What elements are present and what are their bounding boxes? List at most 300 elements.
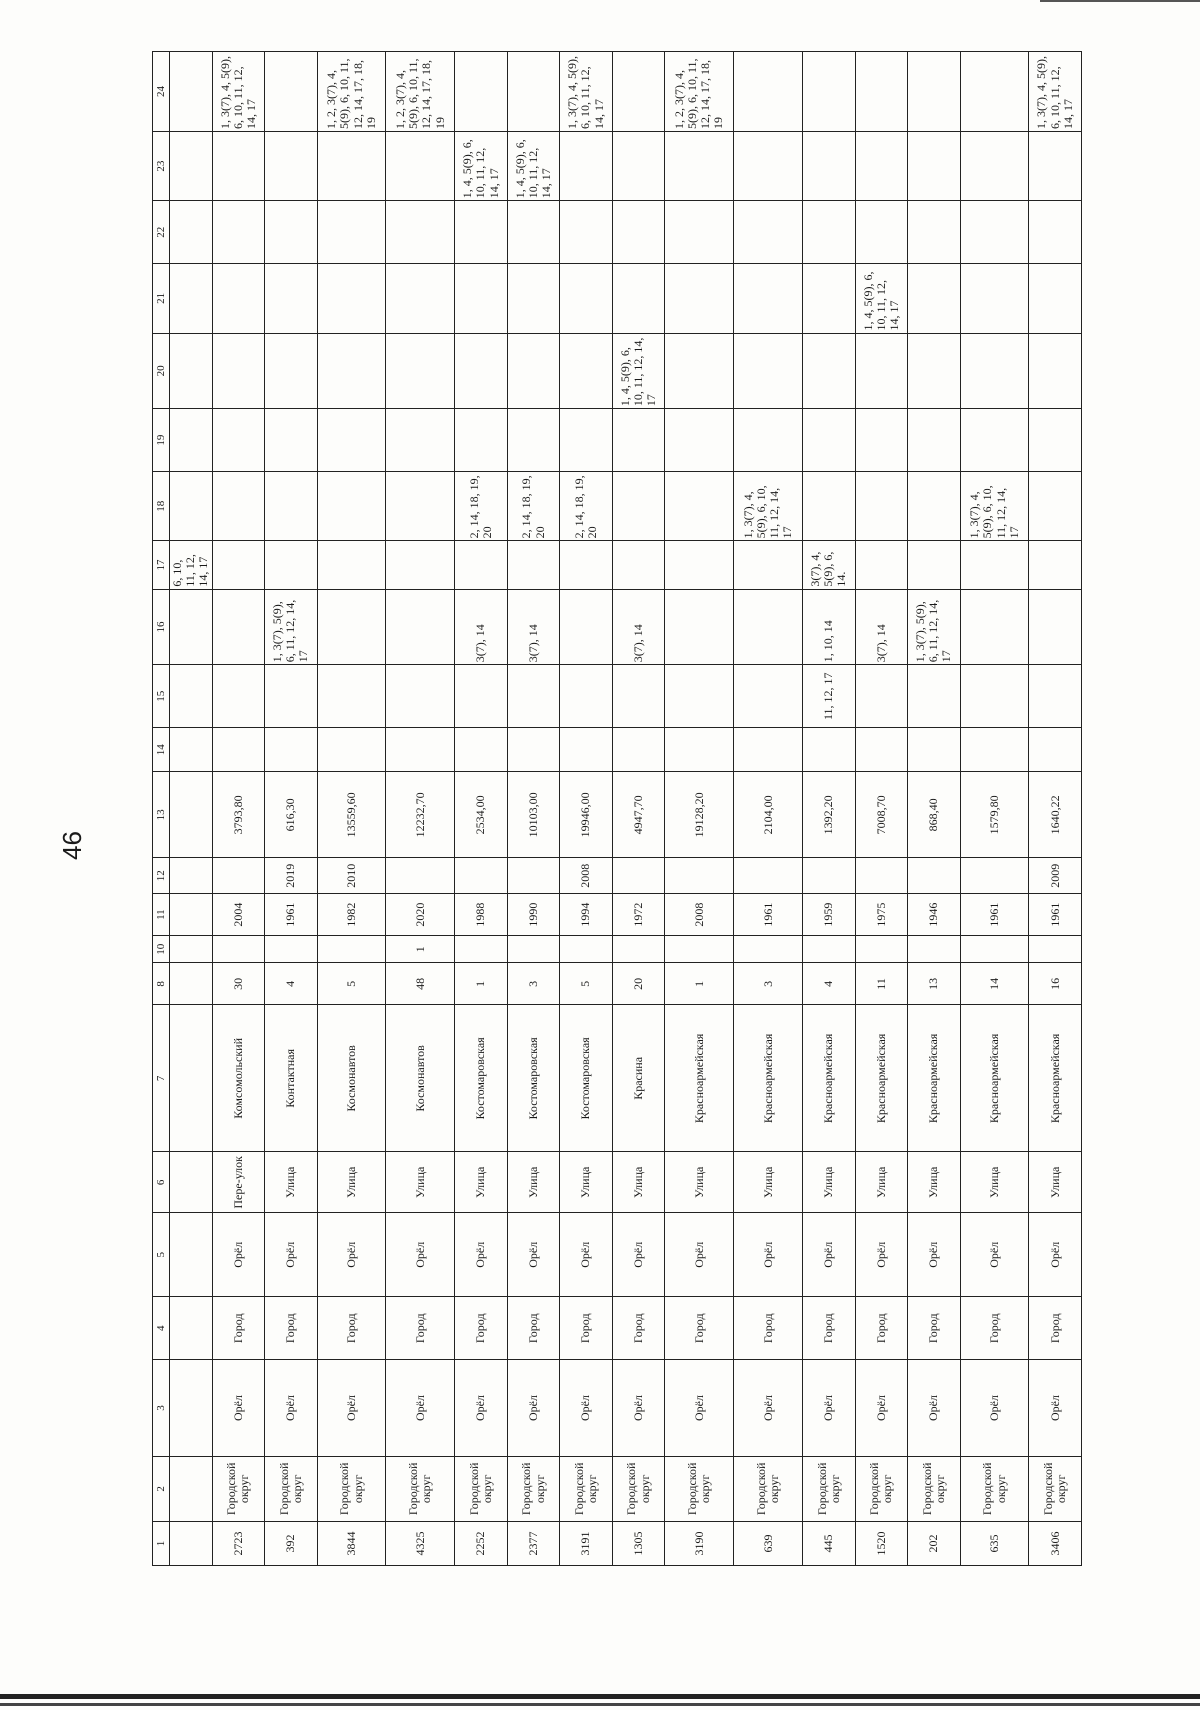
bottom-rule bbox=[0, 1694, 1200, 1699]
table-row bbox=[803, 52, 856, 1566]
table-cell bbox=[612, 131, 665, 200]
table-cell bbox=[612, 541, 665, 589]
table-cell bbox=[734, 131, 803, 200]
table-cell bbox=[734, 264, 803, 333]
table-cell bbox=[212, 541, 265, 589]
table-cell bbox=[560, 589, 613, 665]
table-cell: 20 bbox=[612, 963, 665, 1005]
column-header: 17 bbox=[153, 541, 170, 589]
table-cell: Комсомольский bbox=[212, 1005, 265, 1152]
table-row bbox=[665, 52, 734, 1566]
table-cell: 19946,00 bbox=[560, 772, 613, 858]
table-cell bbox=[386, 131, 455, 200]
table-cell: Орёл bbox=[612, 1360, 665, 1457]
column-header: 3 bbox=[153, 1360, 170, 1457]
table-cell: 4 bbox=[265, 963, 318, 1005]
table-cell bbox=[665, 409, 734, 472]
table-cell bbox=[265, 201, 318, 264]
table-cell: 1, 4, 5(9), 6, 10, 11, 12, 14, 17 bbox=[855, 264, 908, 333]
bottom-rule-thin bbox=[0, 1703, 1200, 1706]
table-cell: Городской округ bbox=[560, 1456, 613, 1521]
table-cell bbox=[803, 201, 856, 264]
table-cell bbox=[734, 589, 803, 665]
table-cell bbox=[734, 665, 803, 728]
table-cell bbox=[665, 472, 734, 541]
table-cell bbox=[612, 728, 665, 772]
table-cell bbox=[665, 858, 734, 894]
table-cell bbox=[665, 728, 734, 772]
table-cell: Улица bbox=[734, 1152, 803, 1213]
column-header: 20 bbox=[153, 333, 170, 409]
table-row bbox=[960, 52, 1029, 1566]
column-header: 24 bbox=[153, 52, 170, 132]
table-cell: Орёл bbox=[507, 1360, 560, 1457]
table-cell: 1990 bbox=[507, 894, 560, 936]
table-cell bbox=[803, 131, 856, 200]
table-cell: Орёл bbox=[455, 1360, 508, 1457]
table-cell bbox=[386, 858, 455, 894]
table-cell bbox=[386, 728, 455, 772]
column-header: 23 bbox=[153, 131, 170, 200]
table-cell: Космонавтов bbox=[386, 1005, 455, 1152]
table-cell: 30 bbox=[212, 963, 265, 1005]
table-cell bbox=[665, 589, 734, 665]
table-cell bbox=[960, 589, 1029, 665]
table-cell bbox=[265, 541, 318, 589]
table-cell: Улица bbox=[612, 1152, 665, 1213]
table-cell: Орёл bbox=[908, 1360, 961, 1457]
table-cell: Город bbox=[612, 1297, 665, 1360]
table-cell: Орёл bbox=[803, 1213, 856, 1297]
table-cell: 2, 14, 18, 19, 20 bbox=[455, 472, 508, 541]
table-cell bbox=[734, 858, 803, 894]
table-cell bbox=[908, 131, 961, 200]
table-cell bbox=[855, 52, 908, 132]
table-cell: 2020 bbox=[386, 894, 455, 936]
table-cell bbox=[908, 52, 961, 132]
table-cell: 1, 4, 5(9), 6, 10, 11, 12, 14, 17 bbox=[612, 333, 665, 409]
table-cell bbox=[317, 131, 386, 200]
table-cell: Орёл bbox=[386, 1360, 455, 1457]
table-cell bbox=[386, 409, 455, 472]
table-cell: 3190 bbox=[665, 1521, 734, 1565]
table-cell: Улица bbox=[560, 1152, 613, 1213]
table-cell: Город bbox=[507, 1297, 560, 1360]
table-row bbox=[386, 52, 455, 1566]
table-cell: 1579,80 bbox=[960, 772, 1029, 858]
table-cell: Городской округ bbox=[960, 1456, 1029, 1521]
table-cell bbox=[212, 333, 265, 409]
table-cell: Красноармейская bbox=[803, 1005, 856, 1152]
table-cell bbox=[212, 264, 265, 333]
table-cell: Город bbox=[455, 1297, 508, 1360]
table-cell: 1, 3(7), 4, 5(9), 6, 10, 11, 12, 14, 17 bbox=[1029, 52, 1082, 132]
table-cell: 1 bbox=[665, 963, 734, 1005]
table-cell bbox=[855, 333, 908, 409]
table-cell: 16 bbox=[1029, 963, 1082, 1005]
table-cell bbox=[665, 541, 734, 589]
table-cell: Красноармейская bbox=[665, 1005, 734, 1152]
table-cell bbox=[317, 201, 386, 264]
table-cell bbox=[170, 264, 213, 333]
table-cell bbox=[803, 858, 856, 894]
table-cell bbox=[855, 472, 908, 541]
table-cell bbox=[507, 936, 560, 963]
table-cell bbox=[170, 1213, 213, 1297]
column-header: 7 bbox=[153, 1005, 170, 1152]
table-cell bbox=[960, 52, 1029, 132]
table-cell: 1, 10, 14 bbox=[803, 589, 856, 665]
table-cell bbox=[386, 589, 455, 665]
table-cell: 3406 bbox=[1029, 1521, 1082, 1565]
table-cell bbox=[1029, 472, 1082, 541]
table-cell bbox=[960, 728, 1029, 772]
table-cell bbox=[170, 472, 213, 541]
table-cell bbox=[908, 409, 961, 472]
table-cell: 3(7), 14 bbox=[455, 589, 508, 665]
table-cell: 13 bbox=[908, 963, 961, 1005]
table-cell: Городской округ bbox=[1029, 1456, 1082, 1521]
table-cell: 1, 3(7), 4, 5(9), 6, 10, 11, 12, 14, 17 bbox=[212, 52, 265, 132]
column-header: 21 bbox=[153, 264, 170, 333]
table-cell bbox=[560, 541, 613, 589]
table-cell: Орёл bbox=[803, 1360, 856, 1457]
table-cell bbox=[455, 665, 508, 728]
table-cell bbox=[170, 1297, 213, 1360]
table-cell: 4325 bbox=[386, 1521, 455, 1565]
table-cell bbox=[803, 409, 856, 472]
table-cell: Городской округ bbox=[212, 1456, 265, 1521]
table-cell bbox=[1029, 936, 1082, 963]
table-cell: Городской округ bbox=[665, 1456, 734, 1521]
table-cell bbox=[317, 264, 386, 333]
table-cell bbox=[170, 963, 213, 1005]
table-cell: 2252 bbox=[455, 1521, 508, 1565]
table-row bbox=[507, 52, 560, 1566]
table-cell: 12232,70 bbox=[386, 772, 455, 858]
table-cell bbox=[612, 858, 665, 894]
table-cell bbox=[734, 201, 803, 264]
table-cell: Орёл bbox=[455, 1213, 508, 1297]
table-cell bbox=[1029, 541, 1082, 589]
table-cell: Орёл bbox=[665, 1360, 734, 1457]
table-cell bbox=[734, 541, 803, 589]
table-cell bbox=[170, 894, 213, 936]
table-cell bbox=[170, 131, 213, 200]
column-header: 5 bbox=[153, 1213, 170, 1297]
table-cell: 1972 bbox=[612, 894, 665, 936]
table-cell: 1, 3(7), 4, 5(9), 6, 10, 11, 12, 14, 17 bbox=[560, 52, 613, 132]
table-row bbox=[560, 52, 613, 1566]
table-row bbox=[212, 52, 265, 1566]
table-cell: Орёл bbox=[855, 1360, 908, 1457]
table-cell bbox=[560, 665, 613, 728]
table-cell: Орёл bbox=[734, 1360, 803, 1457]
table-cell bbox=[908, 665, 961, 728]
table-cell bbox=[507, 201, 560, 264]
table-cell: 3(7), 14 bbox=[612, 589, 665, 665]
table-cell bbox=[1029, 333, 1082, 409]
table-cell: Городской округ bbox=[734, 1456, 803, 1521]
table-cell: Городской округ bbox=[386, 1456, 455, 1521]
table-cell bbox=[386, 333, 455, 409]
table-cell: 1, 2, 3(7), 4, 5(9), 6, 10, 11, 12, 14, 17, 18, 19 bbox=[386, 52, 455, 132]
table-cell bbox=[212, 589, 265, 665]
column-header: 12 bbox=[153, 858, 170, 894]
table-cell bbox=[212, 409, 265, 472]
table-cell: 2004 bbox=[212, 894, 265, 936]
table-cell: 14 bbox=[960, 963, 1029, 1005]
table-wrapper bbox=[152, 51, 1200, 1556]
table-cell bbox=[612, 201, 665, 264]
page-number: 46 bbox=[56, 831, 87, 860]
column-header: 19 bbox=[153, 409, 170, 472]
table-cell bbox=[612, 472, 665, 541]
table-cell bbox=[612, 665, 665, 728]
column-header: 11 bbox=[153, 894, 170, 936]
table-cell bbox=[317, 728, 386, 772]
table-cell: Улица bbox=[908, 1152, 961, 1213]
table-cell bbox=[560, 264, 613, 333]
column-header: 2 bbox=[153, 1456, 170, 1521]
table-cell: 1975 bbox=[855, 894, 908, 936]
table-cell bbox=[803, 728, 856, 772]
table-cell: 2008 bbox=[665, 894, 734, 936]
table-body bbox=[170, 52, 1082, 1566]
table-cell bbox=[960, 858, 1029, 894]
table-cell bbox=[212, 665, 265, 728]
table-cell: 3793,80 bbox=[212, 772, 265, 858]
table-cell: 1959 bbox=[803, 894, 856, 936]
table-cell: 2008 bbox=[560, 858, 613, 894]
table-cell bbox=[960, 333, 1029, 409]
table-cell bbox=[560, 728, 613, 772]
table-cell bbox=[960, 936, 1029, 963]
table-cell: 1, 3(7), 5(9), 6, 11, 12, 14, 17 bbox=[265, 589, 318, 665]
table-cell bbox=[170, 858, 213, 894]
table-cell bbox=[665, 131, 734, 200]
table-cell: 1961 bbox=[960, 894, 1029, 936]
table-cell: 1994 bbox=[560, 894, 613, 936]
table-cell: 2534,00 bbox=[455, 772, 508, 858]
table-cell: 7008,70 bbox=[855, 772, 908, 858]
column-header: 8 bbox=[153, 963, 170, 1005]
table-cell: Городской округ bbox=[507, 1456, 560, 1521]
table-cell: 1392,20 bbox=[803, 772, 856, 858]
table-cell: 2010 bbox=[317, 858, 386, 894]
table-cell: Улица bbox=[317, 1152, 386, 1213]
table-cell: Орёл bbox=[560, 1360, 613, 1457]
table-cell bbox=[612, 936, 665, 963]
table-cell bbox=[317, 333, 386, 409]
table-cell bbox=[908, 264, 961, 333]
table-row bbox=[908, 52, 961, 1566]
table-cell bbox=[1029, 409, 1082, 472]
table-cell bbox=[265, 936, 318, 963]
table-cell bbox=[1029, 728, 1082, 772]
table-cell bbox=[212, 131, 265, 200]
table-row bbox=[1029, 52, 1082, 1566]
table-cell bbox=[386, 541, 455, 589]
table-cell: 6, 10, 11, 12, 14, 17 bbox=[170, 541, 213, 589]
table-cell bbox=[317, 589, 386, 665]
table-cell bbox=[170, 728, 213, 772]
table-cell bbox=[665, 665, 734, 728]
table-cell: Орёл bbox=[265, 1213, 318, 1297]
table-cell bbox=[455, 728, 508, 772]
table-cell bbox=[1029, 201, 1082, 264]
table-cell bbox=[265, 728, 318, 772]
table-cell bbox=[386, 472, 455, 541]
table-cell bbox=[455, 409, 508, 472]
table-cell: Костомаровская bbox=[560, 1005, 613, 1152]
table-row bbox=[265, 52, 318, 1566]
table-cell: 1982 bbox=[317, 894, 386, 936]
table-row bbox=[855, 52, 908, 1566]
table-cell bbox=[317, 472, 386, 541]
table-cell bbox=[265, 333, 318, 409]
table-cell bbox=[455, 541, 508, 589]
table-cell bbox=[507, 541, 560, 589]
table-cell bbox=[908, 333, 961, 409]
table-cell: 3(7), 14 bbox=[855, 589, 908, 665]
table-cell: Город bbox=[1029, 1297, 1082, 1360]
table-cell: Красноармейская bbox=[855, 1005, 908, 1152]
table-cell bbox=[386, 201, 455, 264]
table-cell bbox=[265, 264, 318, 333]
table-cell: 1, 3(7), 4, 5(9), 6, 10, 11, 12, 14, 17 bbox=[960, 472, 1029, 541]
table-cell bbox=[455, 264, 508, 333]
table-cell: Город bbox=[734, 1297, 803, 1360]
table-cell bbox=[212, 936, 265, 963]
table-cell: Город bbox=[386, 1297, 455, 1360]
table-cell: Улица bbox=[855, 1152, 908, 1213]
table-cell bbox=[734, 936, 803, 963]
table-cell bbox=[170, 1005, 213, 1152]
table-cell bbox=[665, 936, 734, 963]
table-cell bbox=[960, 541, 1029, 589]
table-cell: Городской округ bbox=[317, 1456, 386, 1521]
table-cell: Город bbox=[317, 1297, 386, 1360]
table-cell: 11 bbox=[855, 963, 908, 1005]
table-cell bbox=[212, 201, 265, 264]
table-cell bbox=[507, 858, 560, 894]
table-cell: Орёл bbox=[560, 1213, 613, 1297]
table-cell: Улица bbox=[665, 1152, 734, 1213]
table-cell bbox=[908, 858, 961, 894]
table-cell bbox=[855, 131, 908, 200]
column-header: 10 bbox=[153, 936, 170, 963]
table-cell: 3191 bbox=[560, 1521, 613, 1565]
table-cell bbox=[386, 665, 455, 728]
table-cell: Улица bbox=[960, 1152, 1029, 1213]
table-cell bbox=[665, 201, 734, 264]
table-cell: 2723 bbox=[212, 1521, 265, 1565]
table-cell bbox=[560, 201, 613, 264]
table-cell: 48 bbox=[386, 963, 455, 1005]
table-cell: Городской округ bbox=[803, 1456, 856, 1521]
table-cell bbox=[1029, 589, 1082, 665]
table-cell: Улица bbox=[386, 1152, 455, 1213]
table-cell bbox=[908, 541, 961, 589]
table-cell: 10103,00 bbox=[507, 772, 560, 858]
table-cell: 1, 3(7), 5(9), 6, 11, 12, 14, 17 bbox=[908, 589, 961, 665]
table-cell bbox=[803, 936, 856, 963]
table-cell: 2104,00 bbox=[734, 772, 803, 858]
column-header: 14 bbox=[153, 728, 170, 772]
table-cell bbox=[734, 728, 803, 772]
table-cell: Улица bbox=[455, 1152, 508, 1213]
table-cell bbox=[455, 936, 508, 963]
table-cell: 1520 bbox=[855, 1521, 908, 1565]
table-cell: 639 bbox=[734, 1521, 803, 1565]
table-cell: Улица bbox=[507, 1152, 560, 1213]
table-cell bbox=[455, 201, 508, 264]
table-cell: Космонавтов bbox=[317, 1005, 386, 1152]
table-cell bbox=[803, 333, 856, 409]
table-cell: 4947,70 bbox=[612, 772, 665, 858]
table-cell bbox=[960, 409, 1029, 472]
table-cell bbox=[612, 264, 665, 333]
table-cell: Орёл bbox=[612, 1213, 665, 1297]
table-cell: 13559,60 bbox=[317, 772, 386, 858]
table-cell: 202 bbox=[908, 1521, 961, 1565]
table-cell bbox=[560, 936, 613, 963]
table-row bbox=[455, 52, 508, 1566]
column-header: 18 bbox=[153, 472, 170, 541]
table-cell: Орёл bbox=[212, 1360, 265, 1457]
table-cell: Красноармейская bbox=[734, 1005, 803, 1152]
table-cell: Орёл bbox=[317, 1213, 386, 1297]
column-header: 6 bbox=[153, 1152, 170, 1213]
table-row bbox=[317, 52, 386, 1566]
table-cell bbox=[1029, 264, 1082, 333]
table-cell bbox=[170, 1456, 213, 1521]
table-cell bbox=[908, 728, 961, 772]
table-cell bbox=[170, 1152, 213, 1213]
table-cell bbox=[455, 333, 508, 409]
top-rule bbox=[1040, 0, 1200, 2]
table-cell: Орёл bbox=[855, 1213, 908, 1297]
table-cell bbox=[170, 52, 213, 132]
table-cell: Улица bbox=[1029, 1152, 1082, 1213]
table-cell bbox=[960, 131, 1029, 200]
table-cell: 2019 bbox=[265, 858, 318, 894]
table-cell bbox=[855, 409, 908, 472]
table-row bbox=[734, 52, 803, 1566]
table-cell bbox=[855, 936, 908, 963]
table-cell: Красноармейская bbox=[960, 1005, 1029, 1152]
table-cell bbox=[507, 264, 560, 333]
table-cell: 3 bbox=[507, 963, 560, 1005]
table-cell: 2, 14, 18, 19, 20 bbox=[560, 472, 613, 541]
table-cell: Орёл bbox=[386, 1213, 455, 1297]
table-cell: 2009 bbox=[1029, 858, 1082, 894]
table-cell bbox=[960, 264, 1029, 333]
table-cell: 3(7), 4, 5(9), 6, 14. bbox=[803, 541, 856, 589]
table-cell: 5 bbox=[560, 963, 613, 1005]
table-cell: Город bbox=[212, 1297, 265, 1360]
table-cell: 1, 2, 3(7), 4, 5(9), 6, 10, 11, 12, 14, 17, 18, 19 bbox=[317, 52, 386, 132]
table-cell: Город bbox=[855, 1297, 908, 1360]
column-header: 15 bbox=[153, 665, 170, 728]
table-cell bbox=[665, 333, 734, 409]
table-cell: 1, 2, 3(7), 4, 5(9), 6, 10, 11, 12, 14, 17, 18, 19 bbox=[665, 52, 734, 132]
column-header: 16 bbox=[153, 589, 170, 665]
table-cell: Улица bbox=[265, 1152, 318, 1213]
table-cell: Орёл bbox=[665, 1213, 734, 1297]
table-cell: 3 bbox=[734, 963, 803, 1005]
